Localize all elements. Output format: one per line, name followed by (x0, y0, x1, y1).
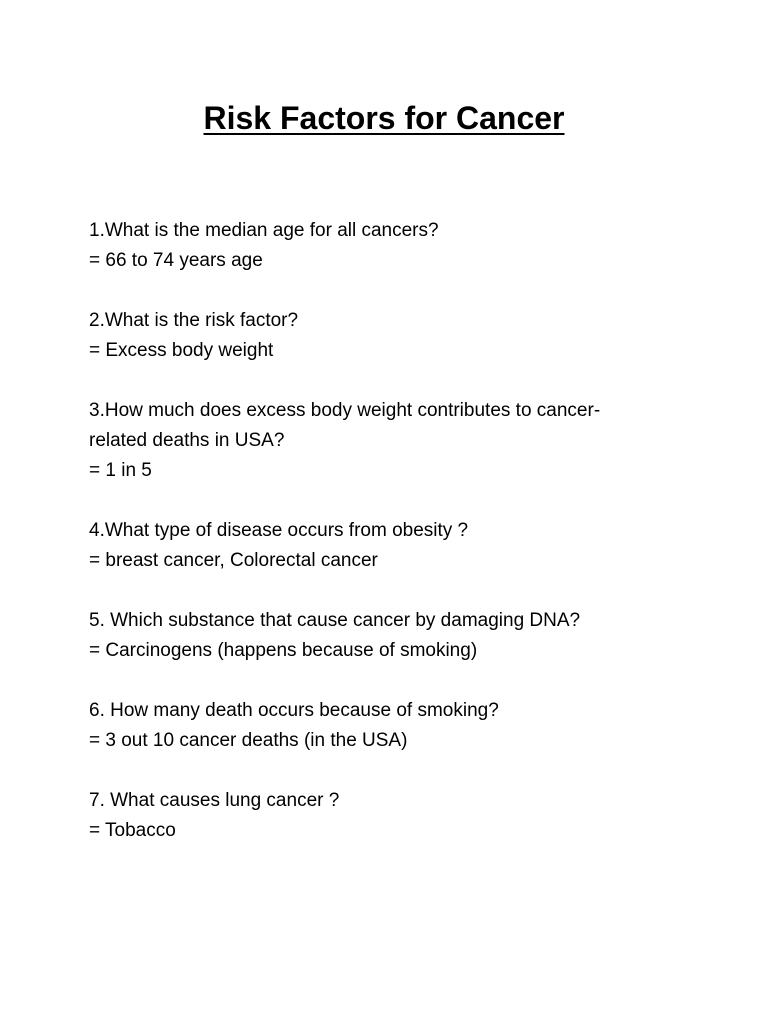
question-6: 6. How many death occurs because of smoking? (89, 700, 499, 721)
qa-list (89, 216, 689, 876)
answer-7: = Tobacco (89, 820, 176, 841)
question-3-line-2: related deaths in USA? (89, 430, 285, 451)
page-title-text: Risk Factors for Cancer (203, 100, 565, 136)
answer-2: = Excess body weight (89, 340, 274, 361)
question-5: 5. Which substance that cause cancer by damaging DNA? (89, 610, 581, 631)
qa-item-6 (89, 696, 689, 756)
qa-item-2 (89, 306, 689, 366)
answer-3: = 1 in 5 (89, 460, 152, 481)
qa-item-4 (89, 516, 689, 576)
qa-item-5 (89, 606, 689, 666)
question-7: 7. What causes lung cancer ? (89, 790, 340, 811)
qa-item-1 (89, 216, 689, 276)
qa-item-7 (89, 786, 689, 846)
page-title (0, 96, 768, 140)
answer-4: = breast cancer, Colorectal cancer (89, 550, 378, 571)
question-1: 1.What is the median age for all cancers? (89, 220, 439, 241)
question-2: 2.What is the risk factor? (89, 310, 299, 331)
answer-1: = 66 to 74 years age (89, 250, 263, 271)
question-3-line-1: 3.How much does excess body weight contributes to cancer- (89, 400, 601, 421)
qa-item-3 (89, 396, 689, 486)
question-4: 4.What type of disease occurs from obesity ? (89, 520, 469, 541)
answer-6: = 3 out 10 cancer deaths (in the USA) (89, 730, 408, 751)
answer-5: = Carcinogens (happens because of smoking) (89, 640, 478, 661)
